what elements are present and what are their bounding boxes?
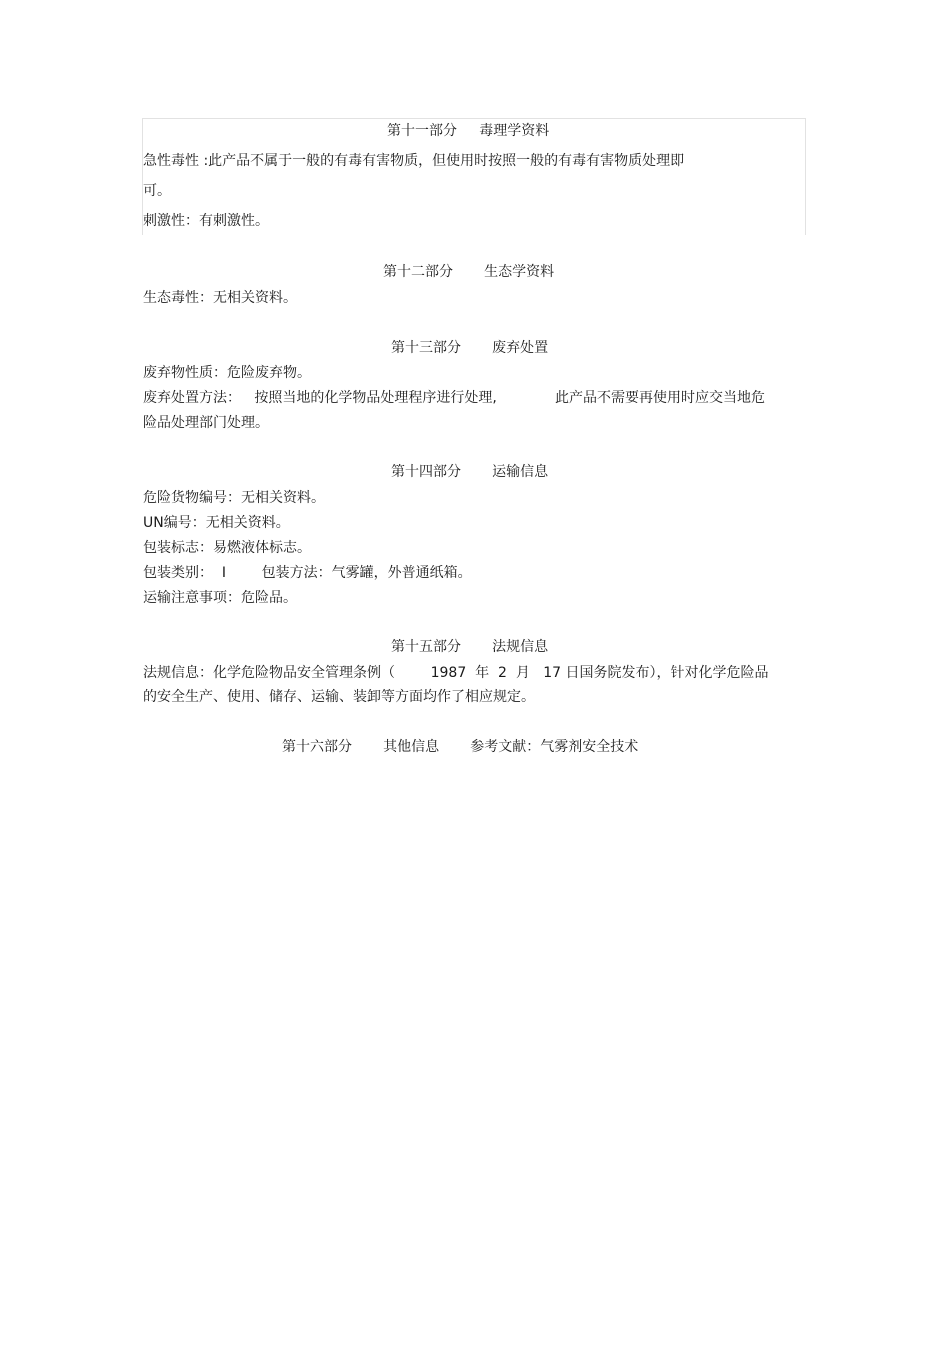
disposal-method-line-c: 险品处理部门处理。: [143, 415, 269, 431]
dangerous-goods-number-line: 危险货物编号：无相关资料。: [143, 490, 325, 506]
section-16-heading: 第十六部分 其他信息 参考文献：气雾剂安全技术: [282, 739, 639, 755]
package-class-line: 包装类别： Ⅰ 包装方法：气雾罐，外普通纸箱。: [143, 565, 472, 581]
section-15-heading: 第十五部分 法规信息: [391, 639, 549, 655]
eco-toxicity-line: 生态毒性：无相关资料。: [143, 290, 297, 306]
section-11-heading: 第十一部分 毒理学资料: [387, 123, 550, 139]
acute-toxicity-line-1: 急性毒性 :此产品不属于一般的有毒有害物质，但使用时按照一般的有毒有害物质处理即: [143, 153, 685, 169]
package-mark-line: 包装标志：易燃液体标志。: [143, 540, 311, 556]
section-12-heading: 第十二部分 生态学资料: [383, 264, 555, 280]
waste-nature-line: 废弃物性质：危险废弃物。: [143, 365, 311, 381]
disposal-method-line-b: 此产品不需要再使用时应交当地危: [555, 390, 765, 406]
section-14-heading: 第十四部分 运输信息: [391, 464, 549, 480]
disposal-method-line-a: 废弃处置方法： 按照当地的化学物品处理程序进行处理,: [143, 390, 497, 406]
un-number-line: UN编号：无相关资料。: [143, 515, 290, 531]
transport-note-line: 运输注意事项：危险品。: [143, 590, 297, 606]
section-13-heading: 第十三部分 废弃处置: [391, 340, 549, 356]
regulation-line-1: 法规信息：化学危险物品安全管理条例（ 1987 年 2 月 17 日国务院发布），针对化学危险品: [143, 665, 769, 681]
irritation-line: 刺激性：有刺激性。: [143, 213, 269, 229]
acute-toxicity-line-2: 可。: [143, 183, 171, 199]
regulation-line-2: 的安全生产、使用、储存、运输、装卸等方面均作了相应规定。: [143, 689, 535, 705]
